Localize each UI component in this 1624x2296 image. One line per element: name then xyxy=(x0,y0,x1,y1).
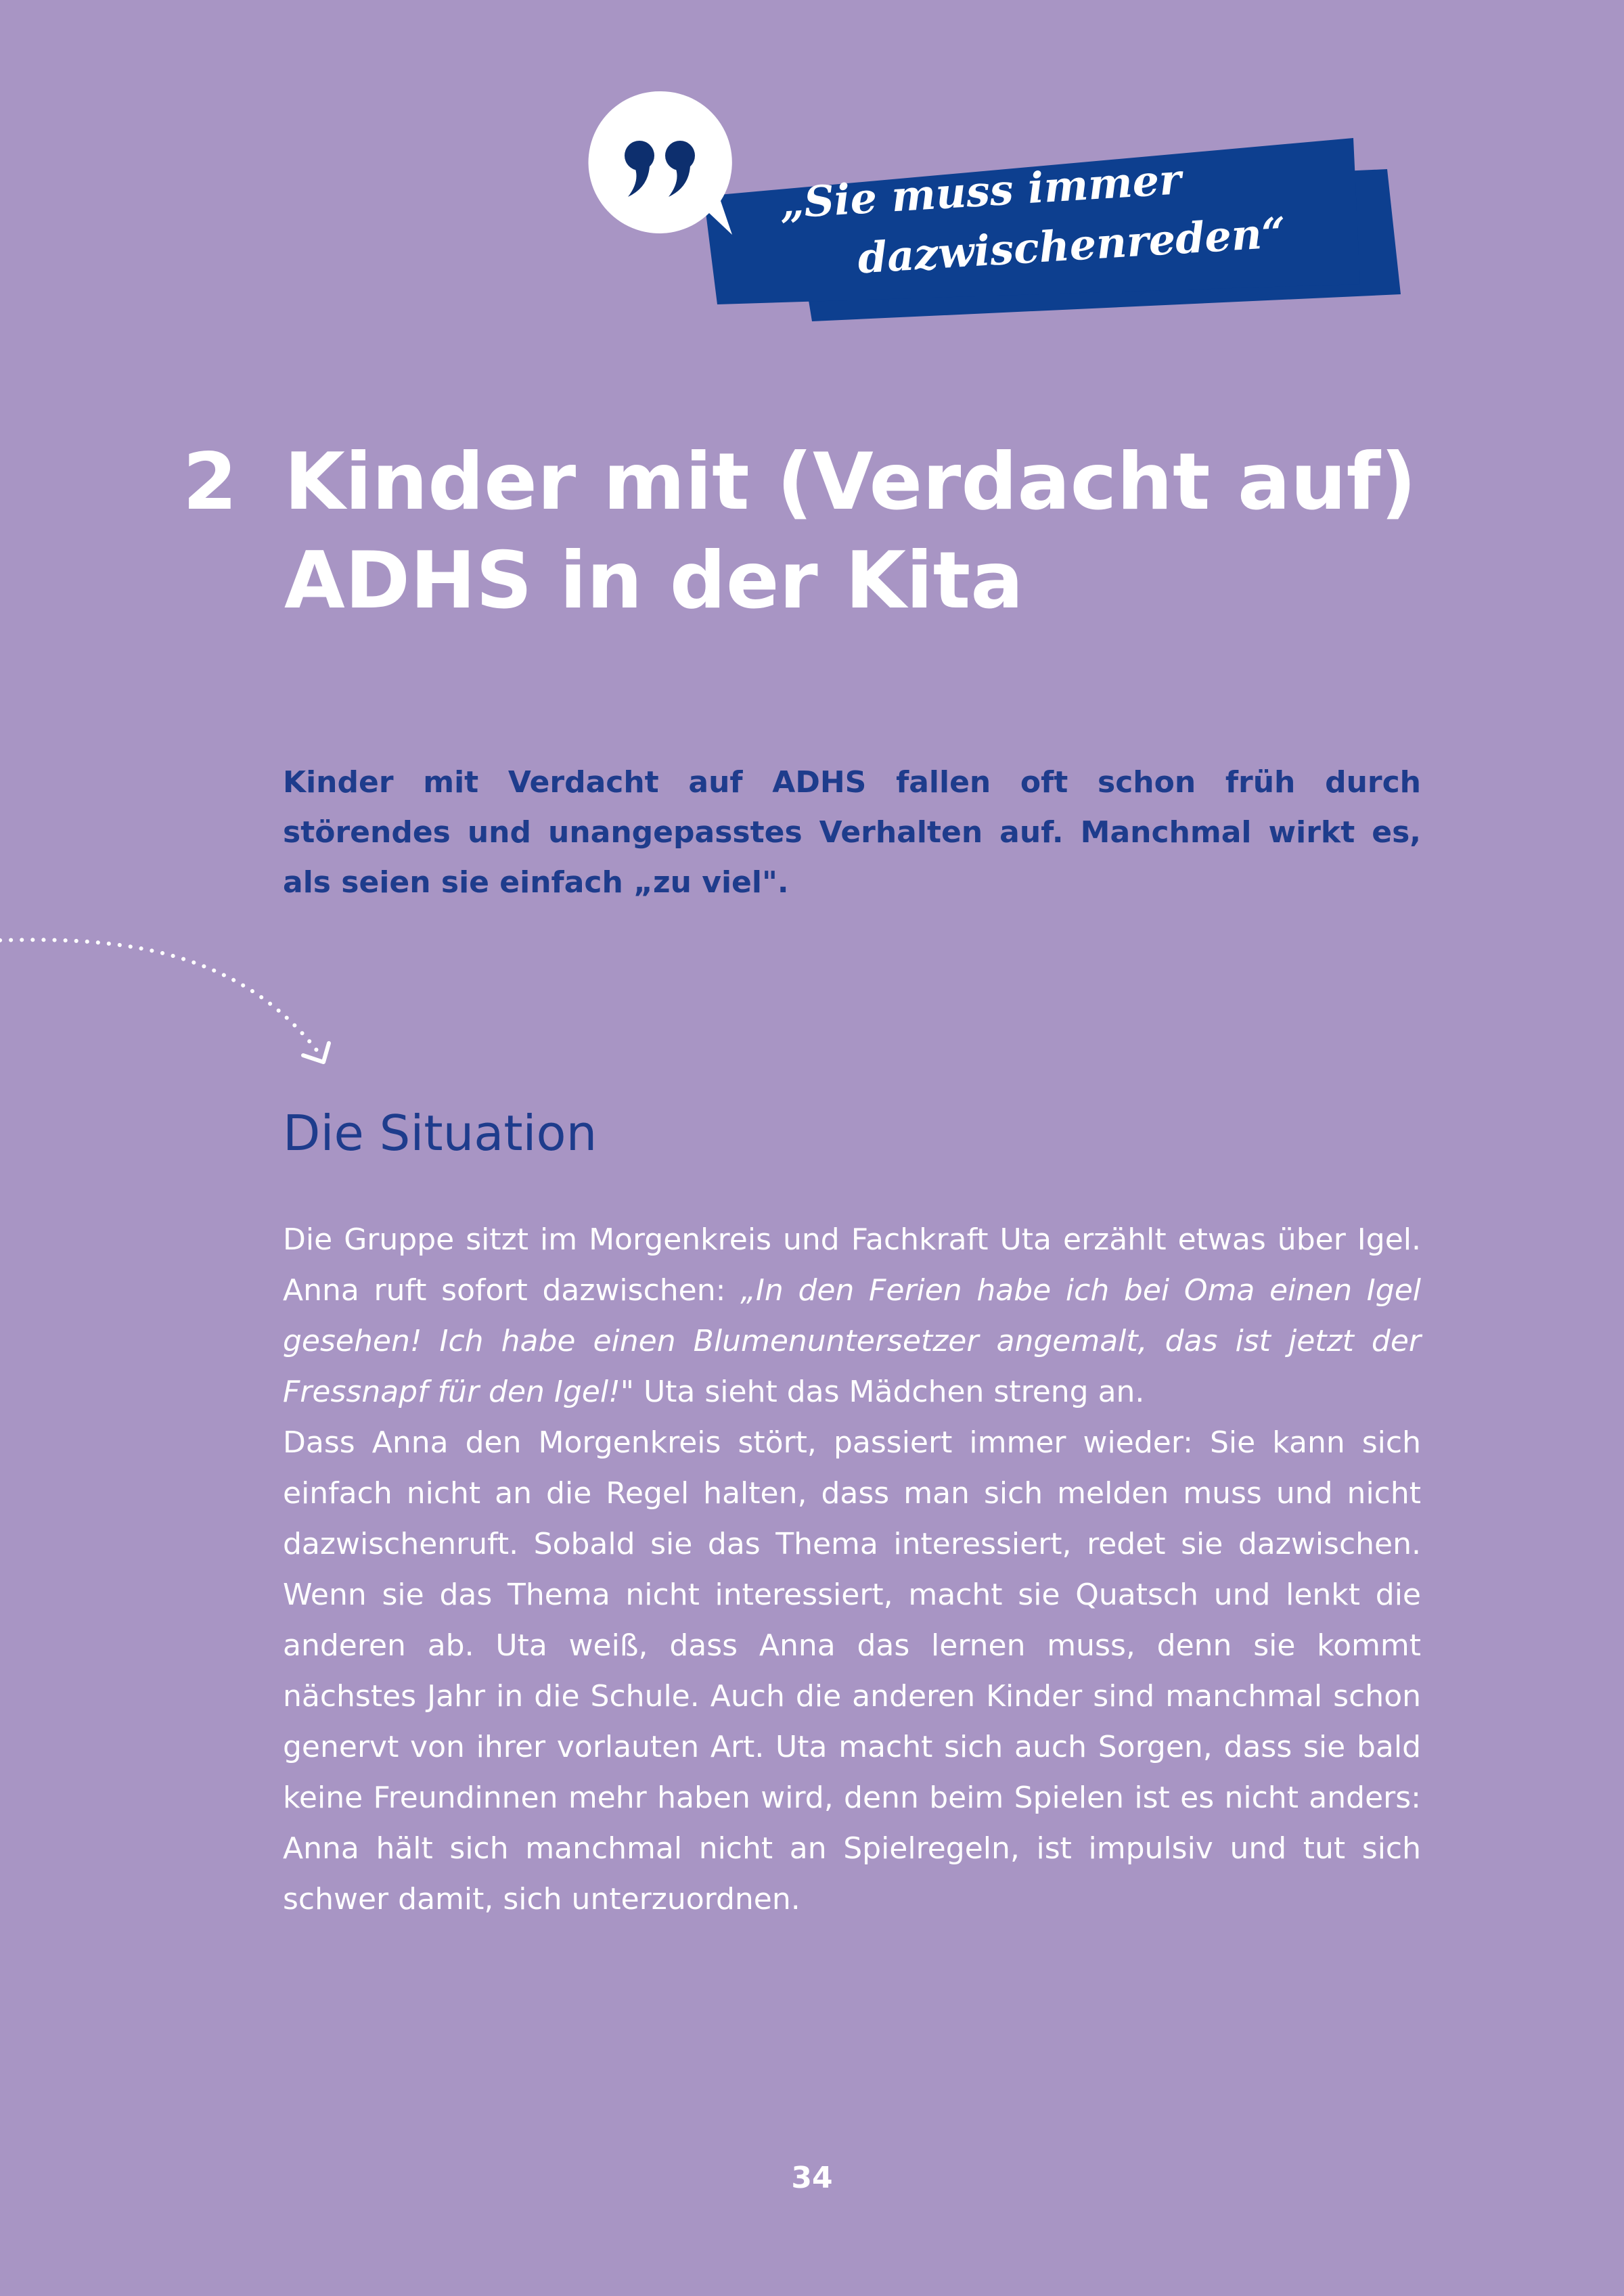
paragraph-1 xyxy=(283,1214,1421,1417)
page-number: 34 xyxy=(791,2161,833,2195)
quote-banner xyxy=(704,135,1407,365)
chapter-number: 2 xyxy=(183,436,238,528)
chapter-title-line2: ADHS in der Kita xyxy=(284,535,1024,626)
body-text xyxy=(283,1214,1421,1925)
paragraph-1-end: Uta sieht das Mädchen streng an. xyxy=(633,1375,1145,1409)
dotted-arrow-icon xyxy=(0,920,352,1082)
pull-quote-line1: „Sie muss immer xyxy=(778,154,1183,229)
quotation-mark-icon xyxy=(582,85,738,240)
pull-quote-line2: dazwischenreden“ xyxy=(856,207,1288,283)
intro-paragraph: Kinder mit Verdacht auf ADHS fallen oft schon früh durch störendes und unangepasstes Verhalten auf. Manchmal wirkt es, als seien sie einfach „zu viel". xyxy=(283,765,1421,900)
chapter-title xyxy=(284,433,1502,630)
section-heading: Die Situation xyxy=(283,1105,597,1162)
chapter-title-line1: Kinder mit (Verdacht auf) xyxy=(284,436,1417,528)
paragraph-1-quote: „In den Ferien habe ich bei Oma einen Igel gesehen! Ich habe einen Blumenuntersetzer angemalt, das ist jetzt der Fressnapf für den Igel!" xyxy=(283,1273,1421,1409)
paragraph-2: Dass Anna den Morgenkreis stört, passiert immer wieder: Sie kann sich einfach nicht an die Regel halten, dass man sich melden muss und nicht dazwischenruft. Sobald sie das Thema interessiert, redet sie dazwischen. Wenn sie das Thema nicht interessiert, macht sie Quatsch und lenkt die anderen ab. Uta weiß, dass Anna das lernen muss, denn sie kommt nächstes Jahr in die Schule. Auch die anderen Kinder sind manchmal schon genervt von ihrer vorlauten Art. Uta macht sich auch Sorgen, dass sie bald keine Freundinnen mehr haben wird, denn beim Spielen ist es nicht anders: Anna hält sich manchmal nicht an Spielregeln, ist impulsiv und tut sich schwer damit, sich unterzuordnen. xyxy=(283,1425,1421,1916)
paragraph-1-start: Die Gruppe sitzt im Morgenkreis und Fachkraft Uta erzählt etwas über Igel. Anna ruft sofort dazwischen: xyxy=(283,1222,1421,1308)
